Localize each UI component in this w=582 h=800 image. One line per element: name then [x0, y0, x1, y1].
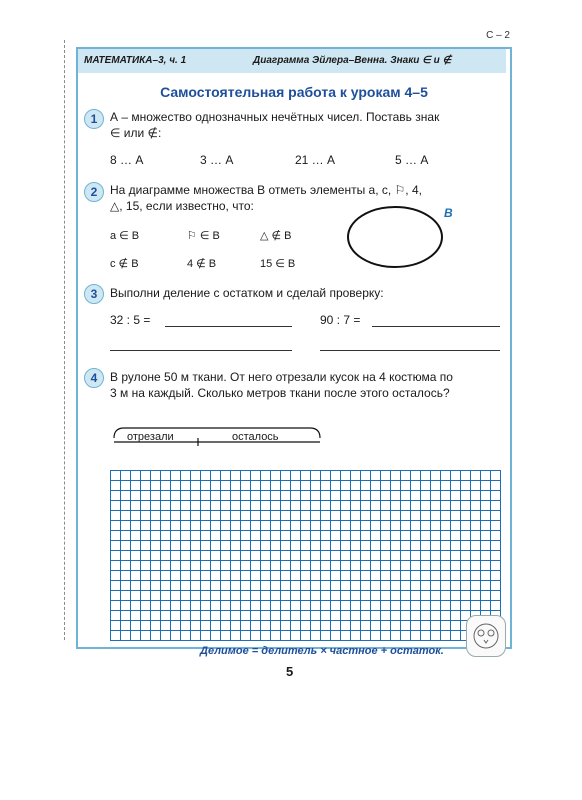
task3-text: Выполни деление с остатком и сделай проверку:	[110, 286, 384, 300]
scheme-label-cut: отрезали	[127, 431, 174, 443]
task2-text-line2: △, 15, если известно, что:	[110, 199, 254, 213]
check-line[interactable]	[110, 350, 292, 351]
task2-condition: 15 ∈ В	[260, 258, 296, 270]
answer-line[interactable]	[372, 326, 500, 327]
venn-diagram[interactable]	[345, 202, 455, 270]
set-b-ellipse[interactable]	[348, 207, 442, 267]
task-number-3: 3	[84, 284, 104, 304]
task1-item[interactable]: 21 … А	[295, 153, 336, 167]
header-topic: Диаграмма Эйлера–Венна. Знаки ∈ и ∉	[253, 55, 452, 66]
task-number-1: 1	[84, 109, 104, 129]
task-number-2: 2	[84, 182, 104, 202]
cut-line	[64, 40, 65, 640]
task2-condition: a ∈ В	[110, 230, 140, 242]
scheme-label-left: осталось	[232, 431, 279, 443]
task2-condition: 4 ∉ В	[187, 258, 217, 270]
task3-example: 90 : 7 =	[320, 313, 361, 327]
task2-text-line1: На диаграмме множества В отметь элементы a, c, ⚐, 4,	[110, 183, 422, 197]
task1-item[interactable]: 3 … А	[200, 153, 234, 167]
page-number: 5	[286, 664, 294, 679]
answer-line[interactable]	[165, 326, 292, 327]
task3-example: 32 : 5 =	[110, 313, 151, 327]
task2-condition: c ∉ В	[110, 258, 139, 270]
task1-item[interactable]: 5 … А	[395, 153, 429, 167]
task2-condition: △ ∉ В	[260, 230, 292, 242]
task4-text-line2: 3 м на каждый. Сколько метров ткани после этого осталось?	[110, 386, 450, 400]
page-title: Самостоятельная работа к урокам 4–5	[160, 84, 428, 100]
check-line[interactable]	[320, 350, 500, 351]
task-number-4: 4	[84, 368, 104, 388]
owl-logo-icon	[466, 615, 506, 657]
page-code: С – 2	[486, 30, 510, 41]
task4-text-line1: В рулоне 50 м ткани. От него отрезали кусок на 4 костюма по	[110, 370, 453, 384]
task1-item[interactable]: 8 … А	[110, 153, 144, 167]
grid-workspace[interactable]	[110, 470, 501, 641]
header-subject: МАТЕМАТИКА–3, ч. 1	[84, 55, 187, 66]
set-b-label: В	[444, 206, 453, 220]
task2-condition: ⚐ ∈ В	[187, 230, 220, 242]
task1-text-line2: ∈ или ∉:	[110, 126, 162, 140]
task1-text-line1: А – множество однозначных нечётных чисел. Поставь знак	[110, 110, 440, 124]
footer-rule: Делимое = делитель × частное + остаток.	[200, 645, 444, 657]
